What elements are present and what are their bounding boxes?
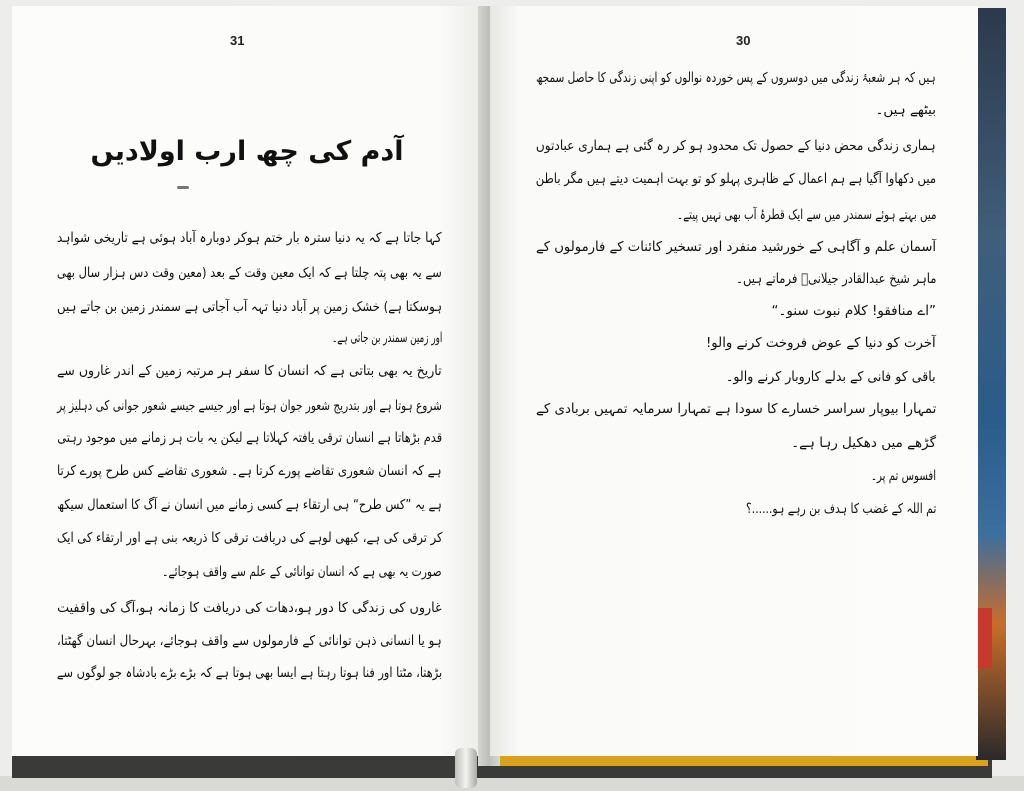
scanner-bed xyxy=(0,776,1024,791)
left-page-text xyxy=(12,6,488,756)
text-line: آخرت کو دنیا کے عوض فروخت کرنے والو! xyxy=(706,335,936,351)
text-line: غاروں کی زندگی کا دور ہو،دھات کی دریافت کا زمانہ ہو،آگ کی واقفیت xyxy=(57,600,442,616)
text-line: میں بہتے ہوئے سمندر میں سے ایک قطرۂ آب بھی نہیں پیتے۔ xyxy=(676,207,936,223)
text-line: قدم بڑھاتا ہے انسان ترقی یافتہ کہلاتا ہے لیکن یہ بات ہر زمانے میں موجود رہتی xyxy=(57,430,442,446)
left-page xyxy=(12,6,488,756)
page-number-right: 30 xyxy=(736,33,751,48)
text-line: آسمان علم و آگاہی کے خورشید منفرد اور تسخیر کائنات کے فارمولوں کے xyxy=(535,239,936,255)
bookmark-ribbon xyxy=(455,748,477,788)
text-line: ہے کہ انسان شعوری تقاضے پورے کرتا ہے۔ شعوری تقاضے کس طرح پورے کرتا xyxy=(57,463,442,479)
text-line: تمہارا بیوپار سراسر خسارے کا سودا ہے تمہارا سرمایہ تمہیں بربادی کے xyxy=(535,401,936,417)
text-line: گڑھے میں دھکیل رہا ہے۔ xyxy=(791,435,936,451)
right-page xyxy=(490,6,978,756)
text-line: سے یہ بھی پتہ چلتا ہے کہ ایک معین وقت کے بعد (معین وقت دس ہزار سال بھی xyxy=(57,265,442,281)
text-line: ہوسکتا ہے) خشک زمین پر آباد دنیا تہہ آب آجاتی ہے سمندر زمین بن جاتے ہیں xyxy=(56,299,442,315)
text-line: کہا جاتا ہے کہ یہ دنیا سترہ بار ختم ہوکر دوبارہ آباد ہوئی ہے تاریخی شواہد xyxy=(57,230,442,246)
text-line: ہو یا انسانی ذہن توانائی کے فارمولوں سے واقف ہوجائے، بہرحال انسان گھٹتا، xyxy=(57,633,442,649)
text-line: اور زمین سمندر بن جاتی ہے۔ xyxy=(331,330,442,346)
text-line: باقی کو فانی کے بدلے کاروبار کرنے والو۔ xyxy=(726,369,936,385)
text-line: ہے یہ ”کس طرح“ ہی ارتقاء ہے کسی زمانے میں انسان نے آگ کا استعمال سیکھ xyxy=(57,497,442,513)
chapter-title: آدم کی چھ ارب اولادیں xyxy=(90,136,404,167)
text-line: تم اللہ کے غضب کا ہدف بن رہے ہو......؟ xyxy=(745,501,936,517)
text-line: تاریخ یہ بھی بتاتی ہے کہ انسان کا سفر ہر مرتبہ زمین کے اندر غاروں سے xyxy=(57,363,442,379)
text-line: ہیں کہ ہر شعبۂ زندگی میں دوسروں کے پس خوردہ نوالوں کو اپنی زندگی کا حاصل سمجھ xyxy=(536,70,936,86)
page-number-left: 31 xyxy=(230,33,245,48)
text-line: بیٹھے ہیں۔ xyxy=(875,102,936,118)
text-line: شروع ہوتا ہے اور بتدریج شعور جوان ہوتا ہے اور جیسے جیسے شعور جوانی کی دہلیز پر xyxy=(57,398,442,414)
text-line: افسوس تم پر۔ xyxy=(870,468,936,484)
text-line: میں دکھاوا آگیا ہے ہم اعمال کے ظاہری پہلو کو تو بہت اہمیت دیتے ہیں مگر باطن xyxy=(535,171,936,187)
right-page-text xyxy=(490,6,978,756)
text-line: بڑھتا، مٹتا اور فنا ہوتا رہتا ہے ایسا بھی ہوتا ہے کہ بڑے بڑے بادشاہ جو لوگوں سے xyxy=(56,665,442,681)
text-line: صورت یہ بھی ہے کہ انسان توانائی کے علم سے واقف ہوجائے۔ xyxy=(162,564,442,580)
text-line: ماہر شیخ عبدالقادر جیلانیؒ فرماتے ہیں۔ xyxy=(735,271,936,287)
text-line: ہماری زندگی محض دنیا کے حصول تک محدود ہو کر رہ گئی ہے ہماری عبادتوں xyxy=(536,138,936,154)
text-line: ”اے منافقو! کلام نبوت سنو۔“ xyxy=(771,303,936,319)
text-line: کر ترقی کی ہے، کبھی لوہے کی دریافت ترقی کا ذریعہ بنی ہے اور ارتقاء کی ایک xyxy=(56,530,442,546)
